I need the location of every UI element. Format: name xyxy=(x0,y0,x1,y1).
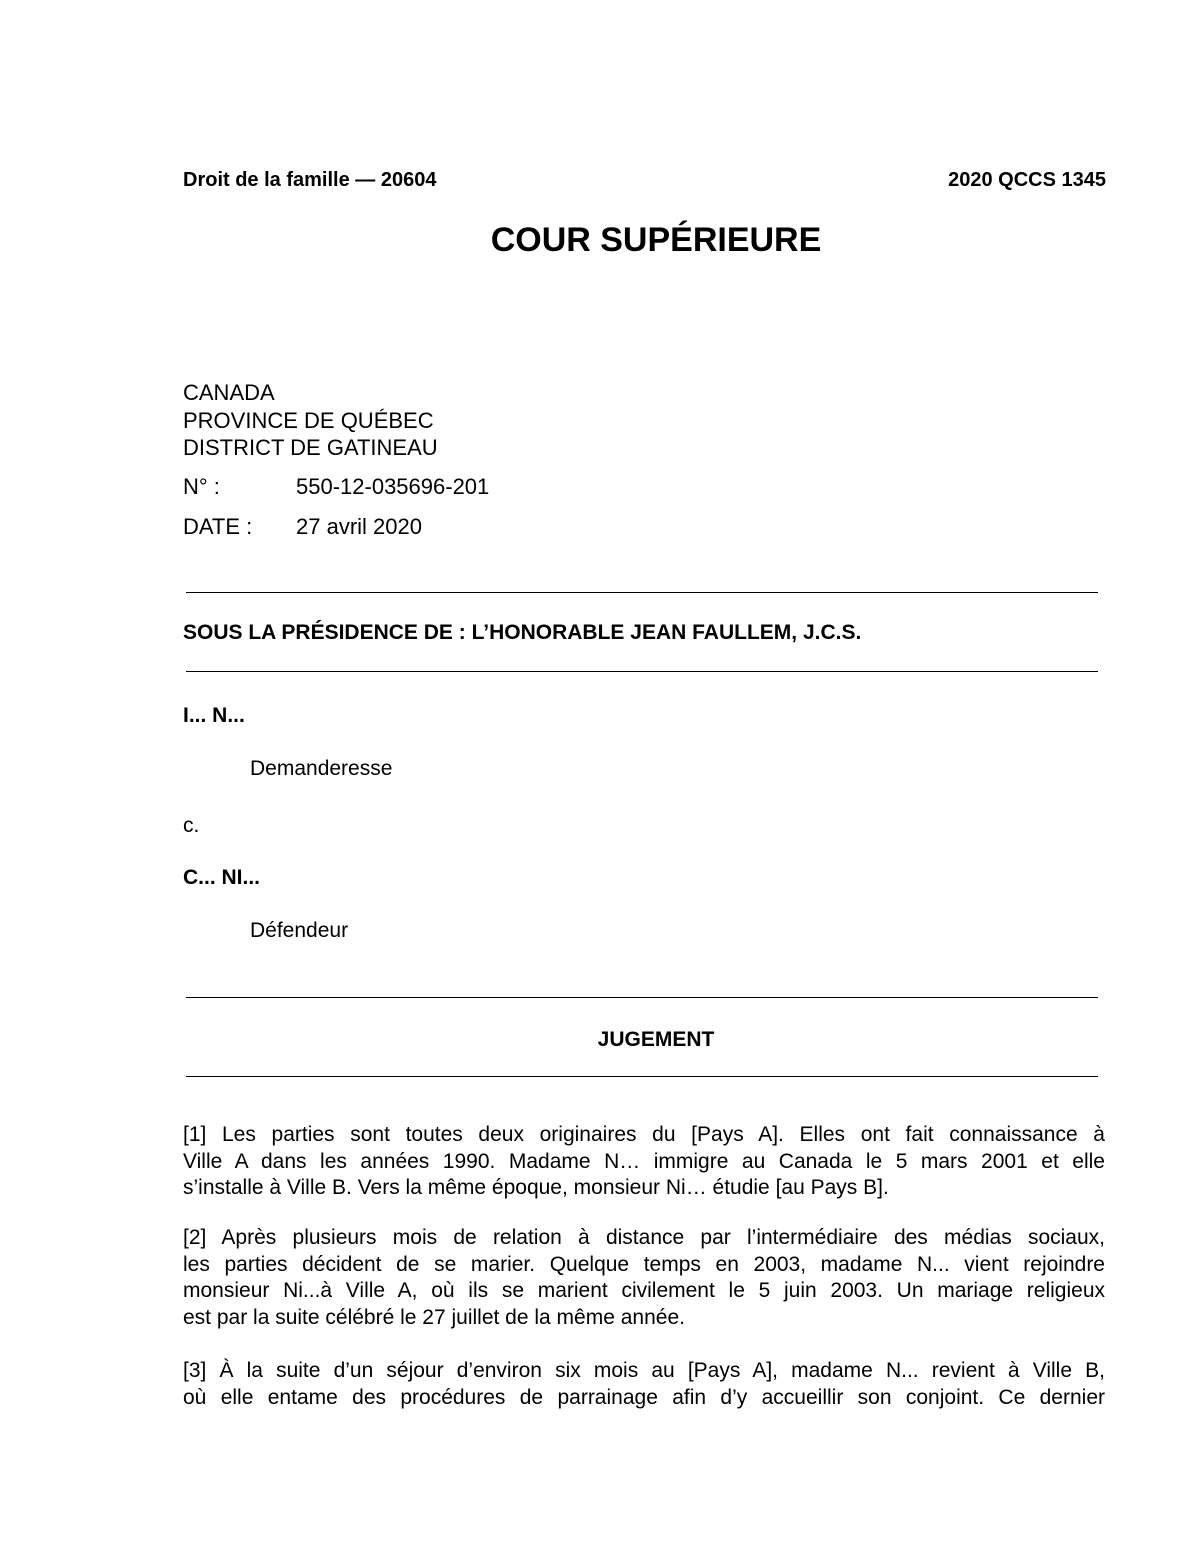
judgment-heading: JUGEMENT xyxy=(597,1028,715,1051)
location-country: CANADA xyxy=(183,380,275,405)
versus-marker: c. xyxy=(183,814,200,837)
plaintiff-role: Demanderesse xyxy=(250,757,393,780)
paragraph-line: s’installe à Ville B. Vers la même époque, monsieur Ni… étudie [au Pays B]. xyxy=(183,1176,889,1199)
divider-before-judgment xyxy=(186,997,1098,998)
date-value: 27 avril 2020 xyxy=(296,514,422,539)
paragraph-line: Ville A dans les années 1990. Madame N… immigre au Canada le 5 mars 2001 et elle xyxy=(183,1149,1105,1173)
defendant-role: Défendeur xyxy=(250,919,349,942)
case-title: Droit de la famille — 20604 xyxy=(183,169,437,191)
paragraph-line: [3] À la suite d’un séjour d’environ six mois au [Pays A], madame N... revient à Ville B, xyxy=(183,1359,1105,1382)
location-district: DISTRICT DE GATINEAU xyxy=(183,435,438,460)
paragraph-2 xyxy=(183,1225,1105,1331)
paragraph-line: [2] Après plusieurs mois de relation à distance par l’intermédiaire des médias sociaux, xyxy=(183,1226,1105,1249)
defendant-name: C... NI... xyxy=(183,866,261,889)
court-name: COUR SUPÉRIEURE xyxy=(490,221,822,259)
date-label: DATE : xyxy=(183,514,253,539)
divider-top xyxy=(186,592,1098,593)
paragraph-line: est par la suite célébré le 27 juillet de la même année. xyxy=(183,1305,685,1329)
paragraph-1 xyxy=(183,1122,1105,1202)
divider-after-judgment xyxy=(186,1076,1098,1077)
paragraph-line: les parties décident de se marier. Quelque temps en 2003, madame N... vient rejoindre xyxy=(183,1252,1105,1276)
paragraph-line: où elle entame des procédures de parrainage afin d’y accueillir son conjoint. Ce dernier xyxy=(183,1385,1105,1409)
neutral-citation: 2020 QCCS 1345 xyxy=(948,169,1106,191)
paragraph-line: monsieur Ni...à Ville A, où ils se marient civilement le 5 juin 2003. Un mariage religieux xyxy=(183,1279,1105,1302)
location-province: PROVINCE DE QUÉBEC xyxy=(183,408,434,433)
plaintiff-name: I... N... xyxy=(183,704,245,727)
file-number-value: 550-12-035696-201 xyxy=(296,474,490,499)
presiding-judge: SOUS LA PRÉSIDENCE DE : L’HONORABLE JEAN FAULLEM, J.C.S. xyxy=(183,621,862,644)
paragraph-3 xyxy=(183,1358,1105,1411)
divider-after-presidence xyxy=(186,671,1098,672)
paragraph-line: [1] Les parties sont toutes deux originaires du [Pays A]. Elles ont fait connaissance à xyxy=(183,1123,1105,1146)
file-number-label: N° : xyxy=(183,474,220,499)
